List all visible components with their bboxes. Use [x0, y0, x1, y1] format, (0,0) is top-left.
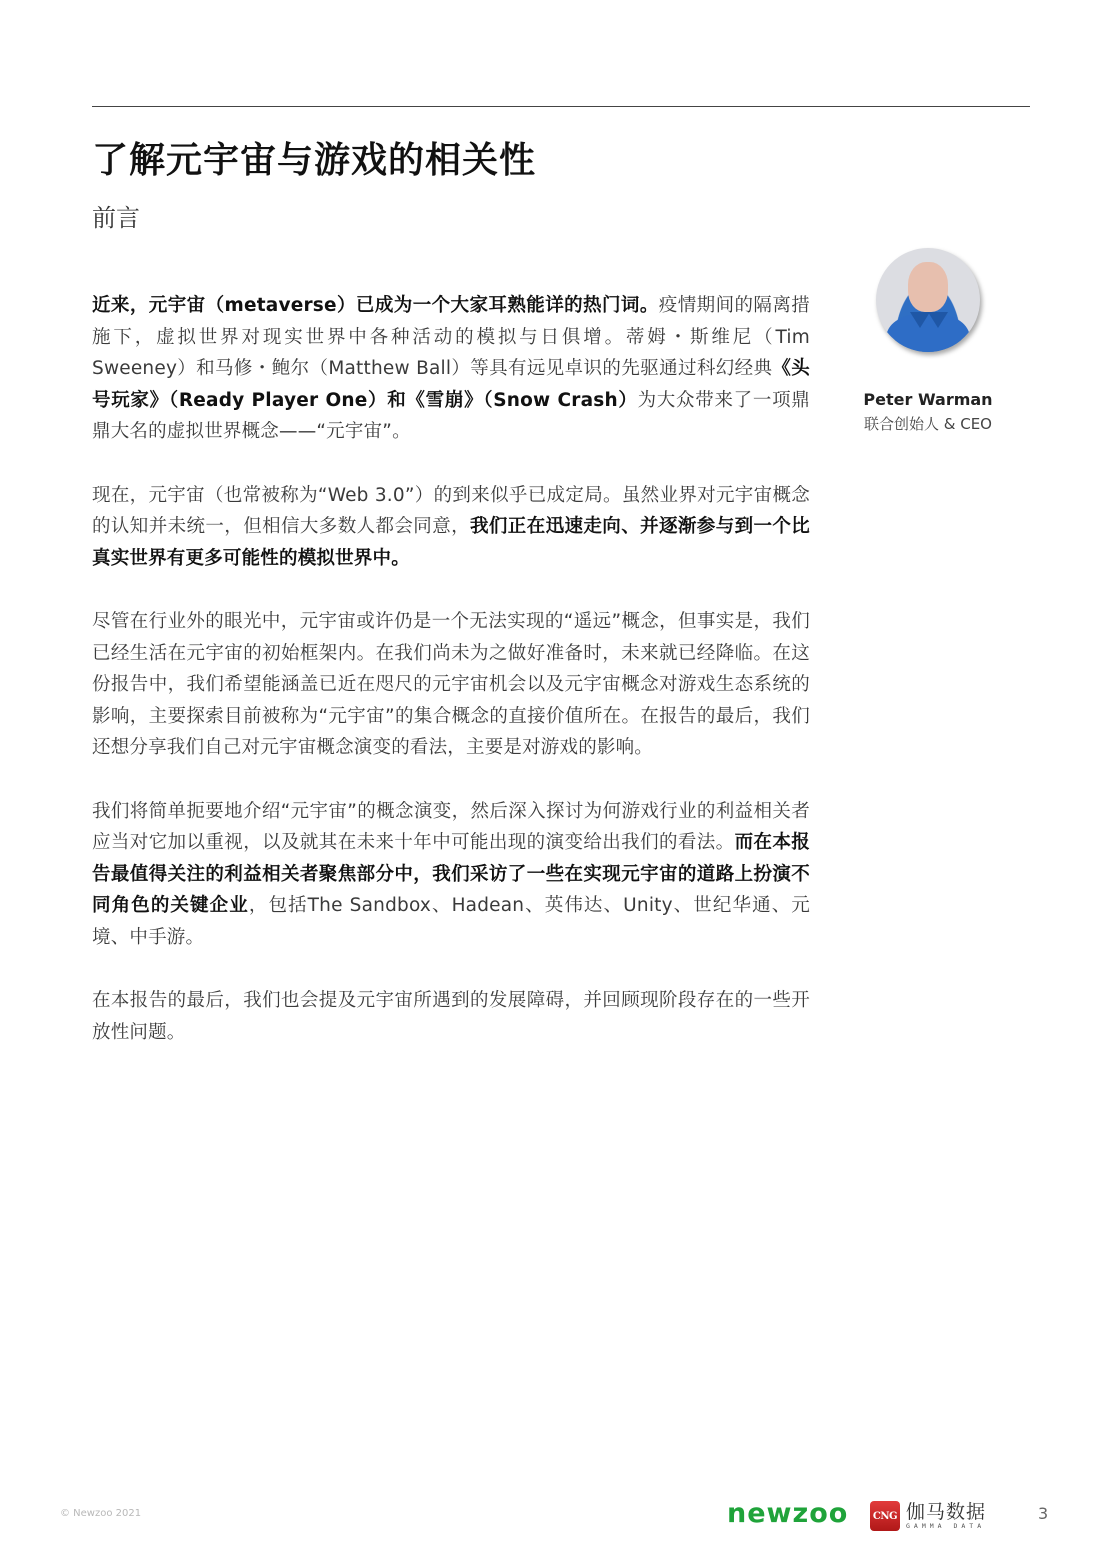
- gamma-en-name: GAMMA DATA: [906, 1521, 986, 1530]
- text: 我们将简单扼要地介绍“元宇宙”的概念演变，然后深入探讨为何游戏行业的利益相关者应当对它加以重视，以及就其在未来十年中可能出现的演变给出我们的看法。: [92, 800, 810, 853]
- copyright: © Newzoo 2021: [60, 1508, 142, 1519]
- section-subtitle: 前言: [92, 204, 140, 232]
- text: 现在，元宇宙（也常被称为“Web 3.0”）的到来似乎已成定局。虽然业界对元宇宙概念的认知并未统一，但相信大多数人都会同意，: [92, 484, 810, 537]
- bold-text: 我们正在迅速走向、并逐渐参与到一个比真实世界有更多可能性的模拟世界中。: [92, 516, 810, 569]
- author-profile: [848, 248, 1008, 434]
- bold-text: 而在本报告最值得关注的利益相关者聚焦部分中，我们采访了一些在实现元宇宙的道路上扮演不同角色的关键企业: [92, 832, 810, 916]
- gamma-wordmark: [906, 1502, 986, 1531]
- gamma-cn-name: 伽马数据: [906, 1500, 987, 1523]
- author-name: Peter Warman: [863, 390, 993, 409]
- page-number: 3: [1038, 1504, 1049, 1523]
- avatar-collar: [928, 312, 948, 328]
- text: ，包括The Sandbox、Hadean、英伟达、Unity、世纪华通、元境、中手游。: [92, 895, 810, 948]
- gamma-data-logo: [870, 1500, 986, 1532]
- paragraph-1: [92, 290, 810, 448]
- avatar: [876, 248, 980, 352]
- avatar-collar: [910, 312, 930, 328]
- paragraph-5: [92, 985, 810, 1048]
- gamma-badge-icon: CNG: [870, 1501, 900, 1531]
- text: 在本报告的最后，我们也会提及元宇宙所遇到的发展障碍，并回顾现阶段存在的一些开放性问题。: [92, 990, 810, 1043]
- paragraph-3: [92, 606, 810, 764]
- paragraph-4: [92, 796, 810, 954]
- avatar-head: [908, 262, 948, 312]
- page-title: 了解元宇宙与游戏的相关性: [92, 140, 537, 181]
- newzoo-logo: newzoo: [727, 1498, 849, 1529]
- author-role: 联合创始人 & CEO: [864, 415, 992, 433]
- text: 为大众带来了一项鼎鼎大名的虚拟世界概念——“元宇宙”。: [92, 389, 810, 442]
- bold-text: 《头号玩家》（Ready Player One）和《雪崩》（Snow Crash）: [92, 358, 810, 411]
- bold-lead: 近来，元宇宙（metaverse）已成为一个大家耳熟能详的热门词。: [92, 295, 659, 316]
- paragraph-2: [92, 480, 810, 575]
- text: 疫情期间的隔离措施下，虚拟世界对现实世界中各种活动的模拟与日俱增。蒂姆・斯维尼（Tim Sweeney）和马修・鲍尔（Matthew Ball）等具有远见卓识的先驱通过科幻经典: [92, 295, 810, 379]
- text: 尽管在行业外的眼光中，元宇宙或许仍是一个无法实现的“遥远”概念，但事实是，我们已经生活在元宇宙的初始框架内。在我们尚未为之做好准备时，未来就已经降临。在这份报告中，我们希望能涵盖已近在咫尺的元宇宙机会以及元宇宙概念对游戏生态系统的影响，主要探索目前被称为“元宇宙”的集合概念的直接价值所在。在报告的最后，我们还想分享我们自己对元宇宙概念演变的看法，主要是对游戏的影响。: [92, 611, 810, 758]
- body-text: [92, 290, 810, 1080]
- top-divider: [92, 106, 1030, 107]
